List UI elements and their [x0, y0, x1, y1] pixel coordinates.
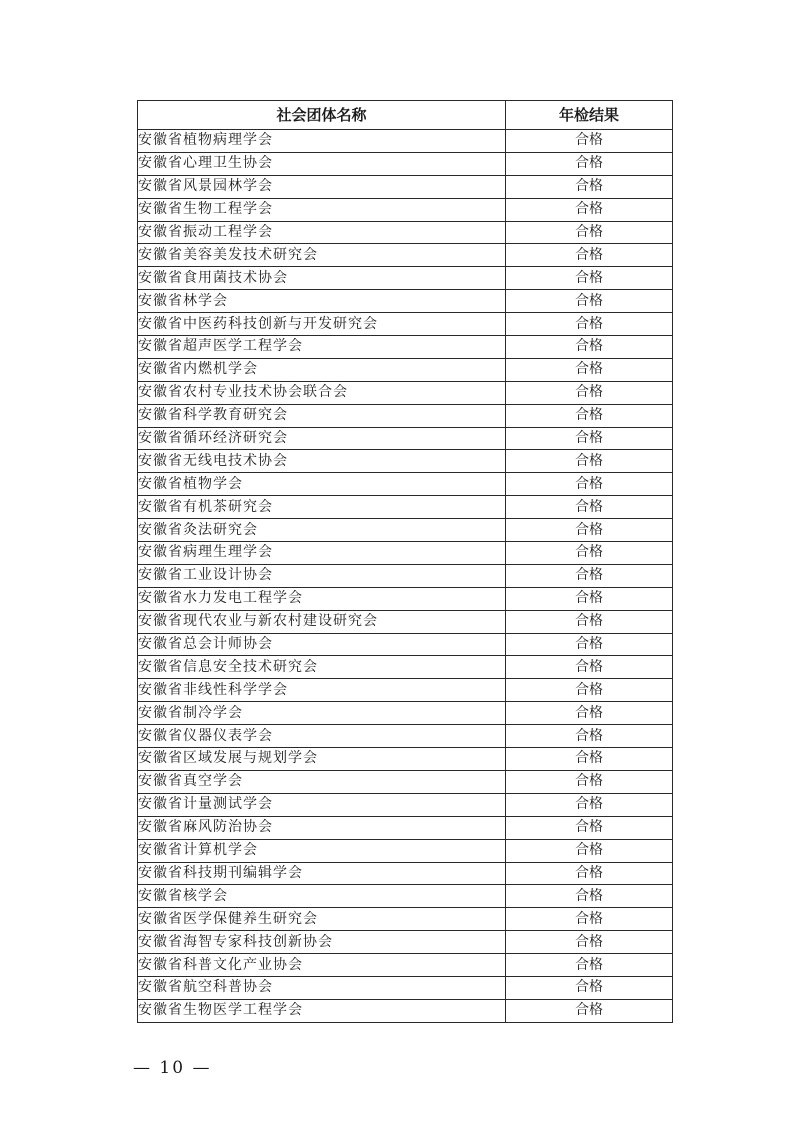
table-row — [138, 793, 673, 816]
table-row — [138, 496, 673, 519]
inspection-result-cell: 合格 — [506, 656, 673, 679]
organization-name-cell: 安徽省植物学会 — [138, 473, 506, 496]
table-row — [138, 404, 673, 427]
inspection-result-cell: 合格 — [506, 313, 673, 336]
table-row — [138, 885, 673, 908]
organization-name-cell: 安徽省区域发展与规划学会 — [138, 748, 506, 771]
organization-name-cell: 安徽省林学会 — [138, 290, 506, 313]
inspection-result-cell: 合格 — [506, 954, 673, 977]
organization-name-cell: 安徽省计量测试学会 — [138, 793, 506, 816]
organization-name-cell: 安徽省灸法研究会 — [138, 519, 506, 542]
inspection-result-cell: 合格 — [506, 702, 673, 725]
organization-name-cell: 安徽省制冷学会 — [138, 702, 506, 725]
organization-name-cell: 安徽省总会计师协会 — [138, 633, 506, 656]
organization-name-cell: 安徽省计算机学会 — [138, 839, 506, 862]
table-row — [138, 702, 673, 725]
table-row — [138, 587, 673, 610]
table-row — [138, 450, 673, 473]
organization-name-cell: 安徽省植物病理学会 — [138, 130, 506, 153]
table-row — [138, 519, 673, 542]
table-row — [138, 954, 673, 977]
inspection-result-cell: 合格 — [506, 885, 673, 908]
table-row — [138, 725, 673, 748]
table-row — [138, 130, 673, 153]
organization-name-cell: 安徽省海智专家科技创新协会 — [138, 931, 506, 954]
inspection-result-cell: 合格 — [506, 748, 673, 771]
organization-name-cell: 安徽省现代农业与新农村建设研究会 — [138, 610, 506, 633]
table-row — [138, 313, 673, 336]
inspection-result-cell: 合格 — [506, 908, 673, 931]
organization-name-cell: 安徽省食用菌技术协会 — [138, 267, 506, 290]
organization-name-cell: 安徽省生物工程学会 — [138, 198, 506, 221]
organization-name-cell: 安徽省美容美发技术研究会 — [138, 244, 506, 267]
organization-name-cell: 安徽省循环经济研究会 — [138, 427, 506, 450]
inspection-result-cell: 合格 — [506, 267, 673, 290]
table-row — [138, 862, 673, 885]
table-row — [138, 999, 673, 1022]
table-row — [138, 610, 673, 633]
inspection-result-cell: 合格 — [506, 221, 673, 244]
table-row — [138, 748, 673, 771]
inspection-result-cell: 合格 — [506, 336, 673, 359]
organization-name-cell: 安徽省内燃机学会 — [138, 358, 506, 381]
column-header-name: 社会团体名称 — [138, 101, 506, 130]
inspection-result-cell: 合格 — [506, 610, 673, 633]
table-row — [138, 908, 673, 931]
inspection-result-cell: 合格 — [506, 839, 673, 862]
table-row — [138, 381, 673, 404]
table-row — [138, 656, 673, 679]
table-row — [138, 679, 673, 702]
annual-inspection-table — [137, 100, 673, 1023]
inspection-result-cell: 合格 — [506, 633, 673, 656]
inspection-result-cell: 合格 — [506, 496, 673, 519]
organization-name-cell: 安徽省中医药科技创新与开发研究会 — [138, 313, 506, 336]
table-row — [138, 427, 673, 450]
table-row — [138, 564, 673, 587]
organization-name-cell: 安徽省真空学会 — [138, 770, 506, 793]
table-row — [138, 542, 673, 565]
organization-name-cell: 安徽省生物医学工程学会 — [138, 999, 506, 1022]
organization-name-cell: 安徽省病理生理学会 — [138, 542, 506, 565]
organization-name-cell: 安徽省仪器仪表学会 — [138, 725, 506, 748]
inspection-result-cell: 合格 — [506, 770, 673, 793]
organization-name-cell: 安徽省无线电技术协会 — [138, 450, 506, 473]
table-row — [138, 358, 673, 381]
inspection-result-cell: 合格 — [506, 564, 673, 587]
organization-name-cell: 安徽省医学保健养生研究会 — [138, 908, 506, 931]
inspection-result-cell: 合格 — [506, 816, 673, 839]
organization-name-cell: 安徽省科学教育研究会 — [138, 404, 506, 427]
organization-name-cell: 安徽省超声医学工程学会 — [138, 336, 506, 359]
organization-name-cell: 安徽省麻风防治协会 — [138, 816, 506, 839]
organization-name-cell: 安徽省非线性科学学会 — [138, 679, 506, 702]
table-body — [138, 130, 673, 1023]
inspection-result-cell: 合格 — [506, 152, 673, 175]
organization-name-cell: 安徽省农村专业技术协会联合会 — [138, 381, 506, 404]
table-row — [138, 633, 673, 656]
organization-name-cell: 安徽省航空科普协会 — [138, 976, 506, 999]
table-row — [138, 244, 673, 267]
table-row — [138, 839, 673, 862]
inspection-result-cell: 合格 — [506, 999, 673, 1022]
table-row — [138, 290, 673, 313]
table-row — [138, 976, 673, 999]
inspection-result-cell: 合格 — [506, 404, 673, 427]
inspection-result-cell: 合格 — [506, 175, 673, 198]
table-row — [138, 221, 673, 244]
table-row — [138, 336, 673, 359]
inspection-result-cell: 合格 — [506, 862, 673, 885]
page-number: — 10 — — [133, 1058, 212, 1078]
inspection-result-cell: 合格 — [506, 679, 673, 702]
organization-name-cell: 安徽省风景园林学会 — [138, 175, 506, 198]
table-row — [138, 473, 673, 496]
organization-name-cell: 安徽省振动工程学会 — [138, 221, 506, 244]
inspection-result-cell: 合格 — [506, 542, 673, 565]
inspection-result-cell: 合格 — [506, 381, 673, 404]
table-row — [138, 816, 673, 839]
inspection-result-cell: 合格 — [506, 793, 673, 816]
inspection-result-cell: 合格 — [506, 725, 673, 748]
organization-name-cell: 安徽省信息安全技术研究会 — [138, 656, 506, 679]
organization-name-cell: 安徽省心理卫生协会 — [138, 152, 506, 175]
table-row — [138, 175, 673, 198]
inspection-result-cell: 合格 — [506, 931, 673, 954]
table-row — [138, 931, 673, 954]
inspection-result-cell: 合格 — [506, 290, 673, 313]
organization-name-cell: 安徽省工业设计协会 — [138, 564, 506, 587]
organization-name-cell: 安徽省科技期刊编辑学会 — [138, 862, 506, 885]
inspection-result-cell: 合格 — [506, 427, 673, 450]
table-row — [138, 152, 673, 175]
column-header-result: 年检结果 — [506, 101, 673, 130]
inspection-result-cell: 合格 — [506, 244, 673, 267]
inspection-result-cell: 合格 — [506, 976, 673, 999]
inspection-result-cell: 合格 — [506, 198, 673, 221]
table-header-row — [138, 101, 673, 130]
organization-name-cell: 安徽省水力发电工程学会 — [138, 587, 506, 610]
inspection-result-cell: 合格 — [506, 358, 673, 381]
table-row — [138, 198, 673, 221]
organization-name-cell: 安徽省有机茶研究会 — [138, 496, 506, 519]
organization-name-cell: 安徽省核学会 — [138, 885, 506, 908]
inspection-result-cell: 合格 — [506, 587, 673, 610]
inspection-result-cell: 合格 — [506, 450, 673, 473]
inspection-result-cell: 合格 — [506, 473, 673, 496]
inspection-result-cell: 合格 — [506, 130, 673, 153]
table-row — [138, 770, 673, 793]
table-row — [138, 267, 673, 290]
organization-name-cell: 安徽省科普文化产业协会 — [138, 954, 506, 977]
inspection-result-cell: 合格 — [506, 519, 673, 542]
